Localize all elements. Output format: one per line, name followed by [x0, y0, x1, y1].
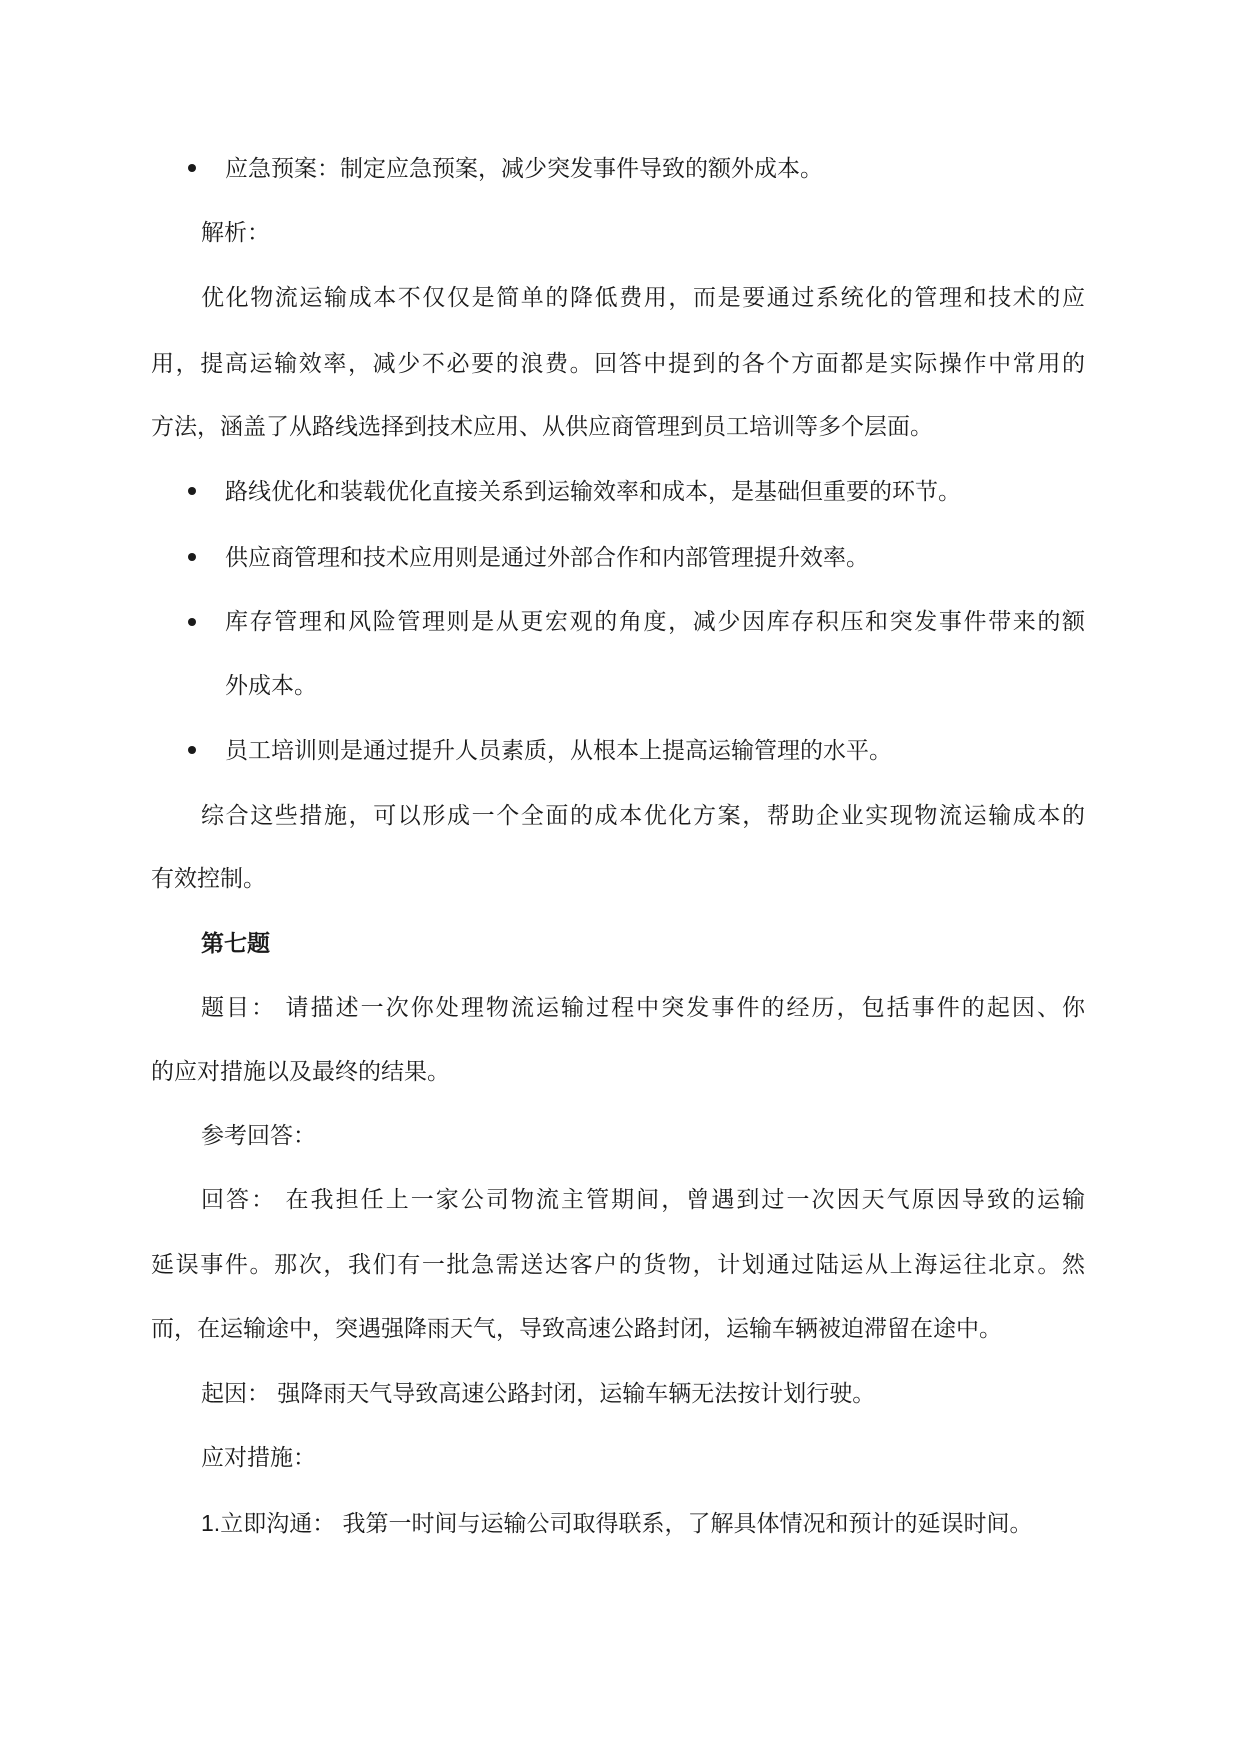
paragraph-line: 综合这些措施，可以形成一个全面的成本优化方案，帮助企业实现物流运输成本的: [201, 803, 1085, 829]
cause-line: 起因： 强降雨天气导致高速公路封闭，运输车辆无法按计划行驶。: [201, 1381, 876, 1407]
item-text: 立即沟通： 我第一时间与运输公司取得联系，了解具体情况和预计的延误时间。: [220, 1511, 1033, 1537]
answer-line: 而，在运输途中，突遇强降雨天气，导致高速公路封闭，运输车辆被迫滞留在途中。: [151, 1316, 1002, 1342]
paragraph-line: 用，提高运输效率，减少不必要的浪费。回答中提到的各个方面都是实际操作中常用的: [151, 351, 1085, 377]
bullet-icon: [188, 164, 196, 172]
bullet-icon: [188, 746, 196, 754]
bullet-icon: [188, 487, 196, 495]
paragraph-line: 方法，涵盖了从路线选择到技术应用、从供应商管理到员工培训等多个层面。: [151, 414, 933, 440]
bullet-icon: [188, 618, 196, 626]
reference-answer-heading: 参考回答：: [201, 1123, 316, 1149]
answer-line: 回答： 在我担任上一家公司物流主管期间，曾遇到过一次因天气原因导致的运输: [201, 1187, 1085, 1213]
bullet-item-emergency-plan: 应急预案：制定应急预案，减少突发事件导致的额外成本。: [225, 156, 823, 182]
paragraph-line: 优化物流运输成本不仅仅是简单的降低费用，而是要通过系统化的管理和技术的应: [201, 285, 1085, 311]
paragraph-analysis-heading: 解析：: [201, 220, 270, 246]
numbered-item-1: [201, 1508, 1033, 1539]
bullet-item-inventory-risk: 库存管理和风险管理则是从更宏观的角度，减少因库存积压和突发事件带来的额: [225, 609, 1085, 635]
paragraph-line: 有效控制。: [151, 866, 266, 892]
bullet-icon: [188, 553, 196, 561]
response-heading: 应对措施：: [201, 1445, 316, 1471]
bullet-item-continuation: 外成本。: [225, 673, 317, 699]
bullet-item-route-optimization: 路线优化和装载优化直接关系到运输效率和成本，是基础但重要的环节。: [225, 479, 961, 505]
answer-line: 延误事件。那次，我们有一批急需送达客户的货物，计划通过陆运从上海运往北京。然: [151, 1252, 1085, 1278]
question-line: 的应对措施以及最终的结果。: [151, 1059, 450, 1085]
item-number: 1.: [201, 1510, 221, 1536]
section-heading: 第七题: [201, 930, 270, 957]
bullet-item-staff-training: 员工培训则是通过提升人员素质，从根本上提高运输管理的水平。: [225, 738, 892, 764]
question-line: 题目： 请描述一次你处理物流运输过程中突发事件的经历，包括事件的起因、你: [201, 995, 1085, 1021]
bullet-item-supplier-management: 供应商管理和技术应用则是通过外部合作和内部管理提升效率。: [225, 545, 869, 571]
